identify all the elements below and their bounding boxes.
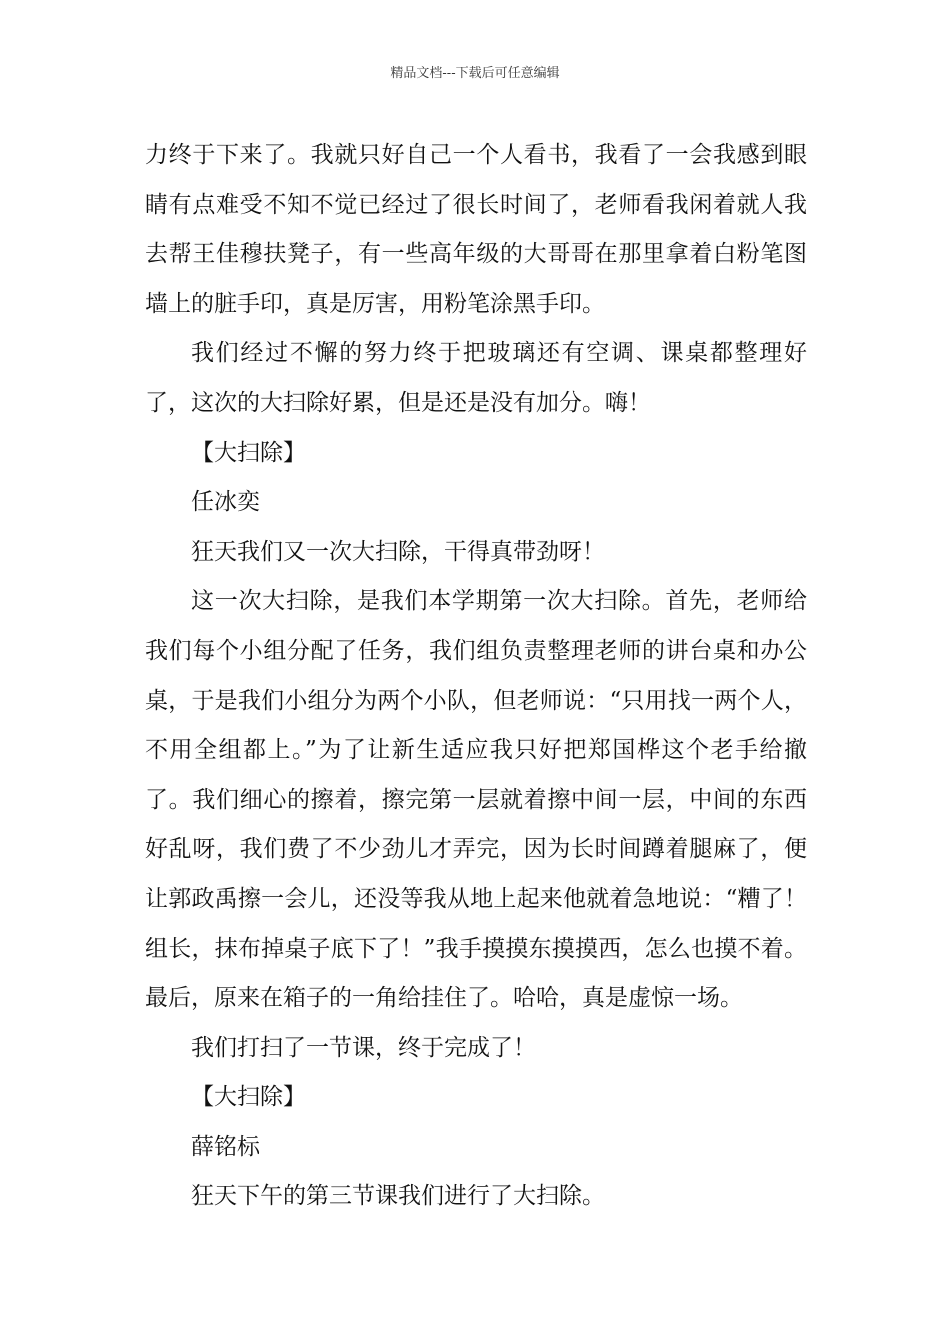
paragraph: 狂天下午的第三节课我们进行了大扫除。 [191,1183,605,1210]
section-title: 【大扫除】 [191,439,306,466]
author-name: 薛铭标 [191,1133,260,1160]
section-title: 【大扫除】 [191,1084,306,1111]
document-body [145,131,807,1222]
paragraph: 我们经过不懈的努力终于把玻璃还有空调、课桌都整理好了，这次的大扫除好累，但是还是没有加分。嗨！ [145,340,807,416]
page-header: 精品文档---下载后可任意编辑 [390,66,560,81]
paragraph: 狂天我们又一次大扫除，干得真带劲呀！ [191,538,605,565]
paragraph: 这一次大扫除，是我们本学期第一次大扫除。首先，老师给我们每个小组分配了任务，我们组负责整理老师的讲台桌和办公桌，于是我们小组分为两个小队，但老师说：“只用找一两个人，不用全组都上。”为了让新生适应我只好把郑国桦这个老手给撤了。我们细心的擦着，擦完第一层就着擦中间一层，中间的东西好乱呀，我们费了不少劲儿才弄完，因为长时间蹲着腿麻了，便让郭政禹擦一会儿，还没等我从地上起来他就着急地说：“糟了！组长，抹布掉桌子底下了！”我手摸摸东摸摸西，怎么也摸不着。最后，原来在箱子的一角给挂住了。哈哈，真是虚惊一场。 [145,588,807,1012]
author-name: 任冰奕 [191,489,260,516]
paragraph: 我们打扫了一节课，终于完成了！ [191,1034,536,1061]
paragraph-continuation: 力终于下来了。我就只好自己一个人看书，我看了一会我感到眼睛有点难受不知不觉已经过了很长时间了，老师看我闲着就人我去帮王佳穆扶凳子，有一些高年级的大哥哥在那里拿着白粉笔图墙上的脏手印，真是厉害，用粉笔涂黑手印。 [145,142,807,317]
